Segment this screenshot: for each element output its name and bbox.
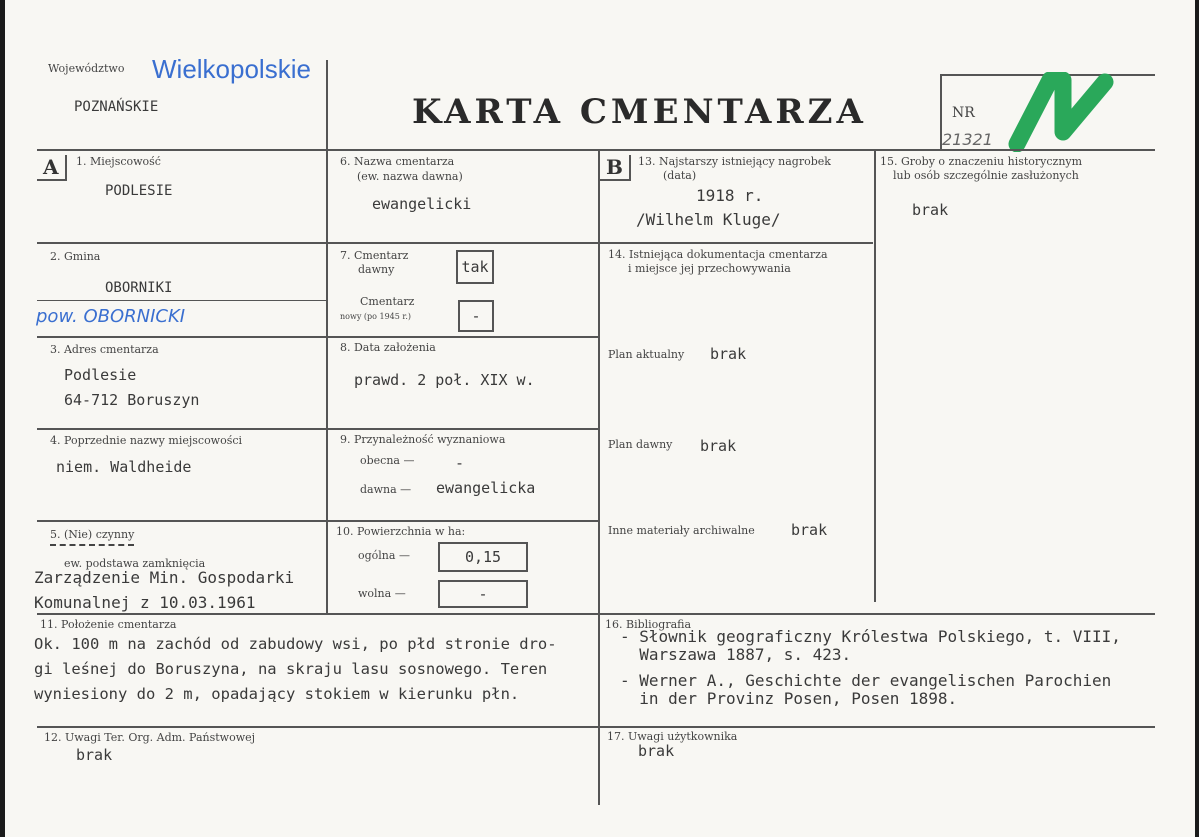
plan-dawny-value: brak xyxy=(700,437,737,455)
old-voivodeship: POZNAŃSKIE xyxy=(74,99,159,115)
data-zalozenia-value: prawd. 2 poł. XIX w. xyxy=(354,371,535,389)
wojewodztwo-stamp: Wielkopolskie xyxy=(152,54,311,84)
page-title: KARTA CMENTARZA xyxy=(412,92,867,132)
nr-label: NR xyxy=(952,105,975,121)
field-label: 9. Przynależność wyznaniowa xyxy=(340,433,506,446)
nazwa-cmentarza-value: ewangelicki xyxy=(372,195,472,213)
section-b-letter: B xyxy=(600,155,631,181)
dawny-value-box: tak xyxy=(456,250,494,284)
divider xyxy=(37,336,598,338)
section-a-letter: A xyxy=(37,155,67,181)
field-sublabel: ew. podstawa zamknięcia xyxy=(64,557,206,570)
field-sublabel: dawny xyxy=(358,263,395,276)
divider xyxy=(37,149,1155,151)
field-label: 16. Bibliografia xyxy=(605,618,692,631)
dawna-value: ewangelicka xyxy=(436,479,536,497)
field-label: 4. Poprzednie nazwy miejscowości xyxy=(50,434,243,447)
field-label: 15. Groby o znaczeniu historycznym xyxy=(880,155,1083,168)
divider xyxy=(37,520,598,522)
polozenie-line: Ok. 100 m na zachód od zabudowy wsi, po płd stronie dro- xyxy=(34,635,557,653)
plan-aktualny-value: brak xyxy=(710,345,747,363)
divider xyxy=(37,300,327,301)
nagrobek-date: 1918 r. xyxy=(696,186,764,205)
field-sublabel: wolna — xyxy=(358,587,406,600)
uwagi-uzytkownika-value: brak xyxy=(638,742,675,760)
miejscowosc-value: PODLESIE xyxy=(105,183,173,199)
polozenie-line: gi leśnej do Boruszyna, na skraju lasu sosnowego. Teren xyxy=(34,660,548,678)
podstawa-line: Komunalnej z 10.03.1961 xyxy=(34,593,256,612)
field-sublabel: (ew. nazwa dawna) xyxy=(357,170,463,183)
field-label: 2. Gmina xyxy=(50,250,101,263)
uwagi-ter-value: brak xyxy=(76,746,113,764)
bibliografia-item: in der Provinz Posen, Posen 1898. xyxy=(620,689,958,708)
bibliografia-item: Warszawa 1887, s. 423. xyxy=(620,645,852,664)
polozenie-line: wyniesiony do 2 m, opadający stokiem w kierunku płn. xyxy=(34,685,520,703)
field-sublabel: Inne materiały archiwalne xyxy=(608,524,755,537)
field-label: 8. Data założenia xyxy=(340,341,436,354)
field-label: 7. Cmentarz xyxy=(340,249,409,262)
nr-handwritten: 21321 xyxy=(942,130,993,149)
field-sublabel: Plan dawny xyxy=(608,438,673,451)
divider xyxy=(37,428,598,430)
field-label: 13. Najstarszy istniejący nagrobek xyxy=(638,155,831,168)
divider xyxy=(37,242,873,244)
field-label: 11. Położenie cmentarza xyxy=(40,618,177,631)
divider xyxy=(874,150,876,602)
divider xyxy=(37,726,1155,728)
field-label: 17. Uwagi użytkownika xyxy=(607,730,738,743)
field-label: 1. Miejscowość xyxy=(76,155,161,168)
groby-value: brak xyxy=(912,201,949,219)
field-label: 3. Adres cmentarza xyxy=(50,343,159,356)
scan-edge-left xyxy=(0,0,5,837)
field-sublabel: Plan aktualny xyxy=(608,348,685,361)
podstawa-line: Zarządzenie Min. Gospodarki xyxy=(34,568,295,587)
field-label: 12. Uwagi Ter. Org. Adm. Państwowej xyxy=(44,731,256,744)
field-sublabel: Cmentarz xyxy=(360,295,415,308)
field-sublabel: (data) xyxy=(663,169,697,182)
wolna-value-box: - xyxy=(438,580,528,608)
bibliografia-item: - Słownik geograficzny Królestwa Polskiego, t. VIII, xyxy=(620,627,1121,646)
obecna-value: - xyxy=(455,454,465,472)
nowy-value-box: - xyxy=(458,300,494,332)
divider xyxy=(598,150,600,805)
inne-materialy-value: brak xyxy=(791,521,828,539)
scan-edge-right xyxy=(1195,0,1199,837)
field-sublabel: i miejsce jej przechowywania xyxy=(628,262,791,275)
bibliografia-item: - Werner A., Geschichte der evangelischen Parochien xyxy=(620,671,1112,690)
field-label: 14. Istniejąca dokumentacja cmentarza xyxy=(608,248,828,261)
poprzednie-nazwy-value: niem. Waldheide xyxy=(56,458,192,476)
field-sublabel: lub osób szczególnie zasłużonych xyxy=(893,169,1079,182)
green-n-marker-icon xyxy=(1005,72,1120,152)
field-sublabel: obecna — xyxy=(360,454,415,467)
adres-line: 64-712 Boruszyn xyxy=(64,391,200,409)
field-sublabel: ogólna — xyxy=(358,549,410,562)
field-sublabel: nowy (po 1945 r.) xyxy=(340,312,411,321)
field-label: 6. Nazwa cmentarza xyxy=(340,155,455,168)
powiat-handwritten: pow. OBORNICKI xyxy=(36,306,186,327)
wojewodztwo-label: Województwo xyxy=(48,62,125,75)
field-label: 10. Powierzchnia w ha: xyxy=(336,525,466,538)
ogolna-value-box: 0,15 xyxy=(438,542,528,572)
nagrobek-name: /Wilhelm Kluge/ xyxy=(636,210,781,229)
field-sublabel: dawna — xyxy=(360,483,412,496)
gmina-value: OBORNIKI xyxy=(105,280,173,296)
field-label: 5. (Nie) czynny xyxy=(50,528,134,546)
adres-line: Podlesie xyxy=(64,366,137,384)
